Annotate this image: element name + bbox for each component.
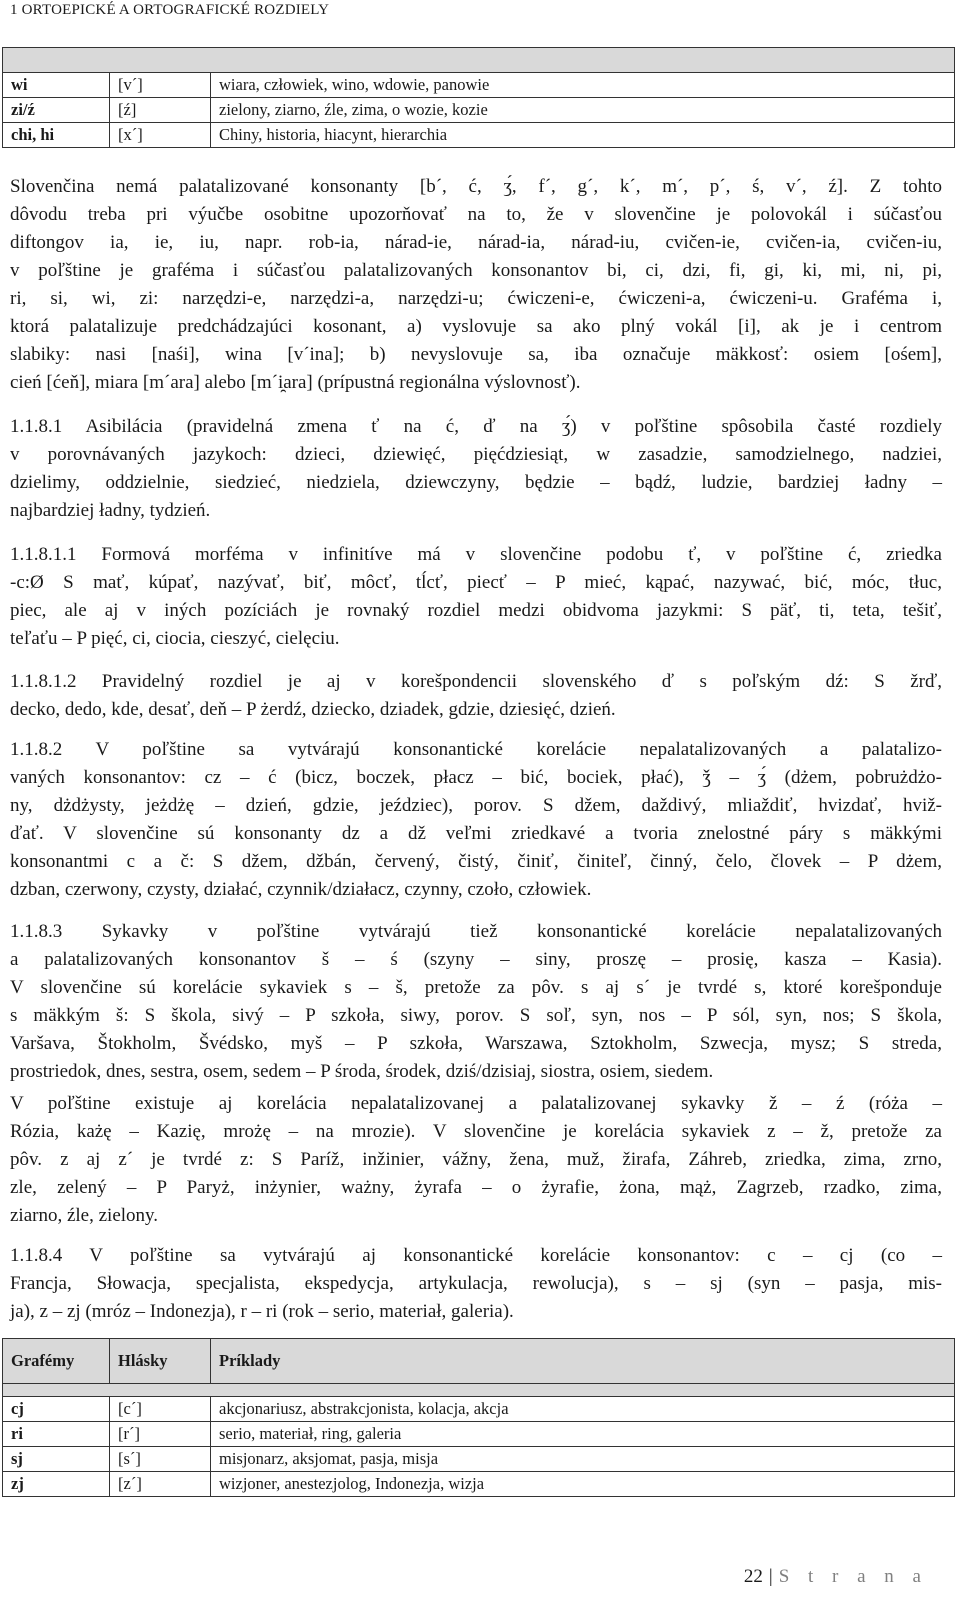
paragraph-1-1-8-4 (10, 1242, 942, 1326)
text-line: V slovenčine sú korelácie sykaviek s – š, pretože za pôv. s aj s´ je tvrdé s, ktoré korešponduje (10, 977, 942, 998)
paragraph-1-1-8-3 (10, 918, 942, 1086)
paragraph-voiced-sibilants (10, 1090, 942, 1230)
text-line: ja), z – zj (mróz – Indonezja), r – ri (rok – serio, materiał, galeria). (10, 1301, 514, 1322)
text-line: -c:Ø S mať, kúpať, nazývať, biť, môcť, tĺcť, piecť – P mieć, kąpać, nazywać, bić, móc, tłuc, (10, 572, 942, 593)
text-line: Francja, Słowacja, specjalista, ekspedycja, artykulacja, rewolucja), s – sj (syn – pasja, mis- (10, 1273, 942, 1294)
text-line: prostriedok, dnes, sestra, osem, sedem – P środa, środek, dziś/dzisiaj, siostra, osiem, siedem. (10, 1061, 714, 1082)
text-line: ďať. V slovenčine sú konsonanty dz a dž veľmi zriedkavé a tvoria znelostné páry s mäkkými (10, 823, 942, 844)
text-line: Slovenčina nemá palatalizované konsonanty [b´, ć, ʒ́, f´, g´, k´, m´, p´, ś, v´, ź]. Z tohto (10, 176, 942, 197)
text-line: dzban, czerwony, czysty, działać, czynnik/działacz, czynny, czoło, człowiek. (10, 879, 592, 900)
table-header-row: Grafémy Hlásky Príklady (3, 1339, 955, 1384)
paragraph-1-1-8-1-2 (10, 668, 942, 724)
text-line: zle, zelený – P Paryż, inżynier, ważny, żyrafa – o żyrafie, żona, mąż, Zagrzeb, rzadko, zima, (10, 1177, 942, 1198)
text-line: 1.1.8.1.1 Formová morféma v infinitíve má v slovenčine podobu ť, v poľštine ć, zriedka (10, 544, 942, 565)
text-line: diftongov ia, ie, iu, napr. rob-ia, nárad-ie, nárad-ia, nárad-iu, cvičen-ie, cvičen-ia, cvičen-iu, (10, 232, 942, 253)
text-line: 1.1.8.3 Sykavky v poľštine vytvárajú tiež konsonantické korelácie nepalatalizovaných (10, 921, 942, 942)
text-line: 1.1.8.1.2 Pravidelný rozdiel je aj v korešpondencii slovenského ď s poľským dź: S žrď, (10, 671, 942, 692)
text-line: vaných konsonantov: cz – ć (bicz, boczek, płacz – bić, bociek, płać), ǯ – ʒ́ (dżem, pobrużdżo- (10, 767, 942, 788)
text-line: piec, ale aj v iných pozíciách je rovnaký rozdiel medzi obidvoma jazykmi: S päť, ti, teta, tešiť, (10, 600, 942, 621)
text-line: ri, si, wi, zi: narzędzi-e, narzędzi-a, narzędzi-u; ćwiczeni-e, ćwiczeni-a, ćwiczeni-u. Graféma i, (10, 288, 942, 309)
text-line: 1.1.8.4 V poľštine sa vytvárajú aj konsonantické korelácie konsonantov: c – cj (co – (10, 1245, 942, 1266)
text-line: V poľštine existuje aj korelácia nepalatalizovanej a palatalizovanej sykavky ž – ź (róża – (10, 1093, 942, 1114)
table-row: wi [v´] wiara, człowiek, wino, wdowie, panowie (3, 73, 955, 98)
text-line: cień [ćeň], miara [m´ara] alebo [m´i̯ara] (prípustná regionálna výslovnosť). (10, 372, 581, 393)
running-header: 1 ORTOEPICKÉ A ORTOGRAFICKÉ ROZDIELY (10, 2, 330, 18)
table-row: cj [c´] akcjonariusz, abstrakcjonista, kolacja, akcja (3, 1397, 955, 1422)
table-row: sj [s´] misjonarz, aksjomat, pasja, misja (3, 1447, 955, 1472)
text-line: v poľštine je grafémа i súčasťou palatalizovaných konsonantov bi, ci, dzi, fi, gi, ki, mi, ni, pi, (10, 260, 942, 281)
paragraph-1-1-8-2 (10, 736, 942, 904)
text-line: a palatalizovaných konsonantov š – ś (szyny – siny, proszę – prosię, kasza – Kasia). (10, 949, 942, 970)
page-footer (744, 1566, 928, 1588)
text-line: ny, dżdżysty, jeżdżę – dzień, gdzie, jeździec), porov. S džem, daždivý, mliaždiť, hvizdať, hviž- (10, 795, 942, 816)
table-row: ri [r´] serio, materiał, ring, galeria (3, 1422, 955, 1447)
grapheme-table-2 (2, 1338, 955, 1497)
text-line: ziarno, źle, zielony. (10, 1205, 159, 1226)
page-number: 22 (743, 1566, 763, 1587)
text-line: 1.1.8.2 V poľštine sa vytvárajú konsonantické korelácie nepalatalizovaných a palatalizo- (10, 739, 942, 760)
text-line: teľaťu – P pięć, ci, ciocia, cieszyć, cielęciu. (10, 628, 340, 649)
text-line: s mäkkým š: S škola, sivý – P szkoła, siwy, porov. S soľ, syn, nos – P sól, syn, nos; S škola, (10, 1005, 942, 1026)
grapheme-table-1 (2, 47, 955, 148)
text-line: pôv. z aj z´ je tvrdé z: S Paríž, inžinier, vážny, žena, muž, žirafa, Záhreb, zriedka, zima, zrno, (10, 1149, 942, 1170)
table-row: chi, hi [x´] Chiny, historia, hiacynt, hierarchia (3, 123, 955, 148)
text-line: dôvodu treba pri výučbe osobitne upozorňovať na to, že v slovenčine je polovokál i súčasťou (10, 204, 942, 225)
text-line: ktorá palatalizuje predchádzajúci kosonant, a) vyslovuje sa ako plný vokál [i], ak je i centrom (10, 316, 942, 337)
paragraph-palatalization (10, 173, 942, 397)
text-line: konsonantmi c a č: S džem, džbán, červený, čistý, činiť, činiteľ, činný, čelo, človek – P dżem, (10, 851, 942, 872)
text-line: najbardziej ładny, tydzień. (10, 500, 211, 521)
text-line: Varšava, Štokholm, Švédsko, myš – P szkoła, Warszawa, Sztokholm, Szwecja, mysz; S streda, (10, 1033, 942, 1054)
text-line: slabiky: nasi [naśi], wina [v´ina]; b) nevyslovuje sa, iba označuje mäkkosť: osiem [ośem], (10, 344, 942, 365)
text-line: 1.1.8.1 Asibilácia (pravidelná zmena ť na ć, ď na ʒ́) v poľštine spôsobila časté rozdiely (10, 416, 942, 437)
text-line: decko, dedo, kde, desať, deň – P żerdź, dziecko, dziadek, gdzie, dziesięć, dzień. (10, 699, 616, 720)
table-row: zj [z´] wizjoner, anestezjolog, Indonezja, wizja (3, 1472, 955, 1497)
paragraph-1-1-8-1-1 (10, 541, 942, 653)
text-line: Rózia, każę – Kazię, mrożę – na mrozie). V slovenčine je korelácia sykaviek z – ž, pretože za (10, 1121, 942, 1142)
table-row: zi/ź [ź] zielony, ziarno, źle, zima, o wozie, kozie (3, 98, 955, 123)
paragraph-1-1-8-1 (10, 413, 942, 525)
text-line: dzielimy, oddzielnie, siedzieć, niedziela, dziewczyny, będzie – bądź, ludzie, bardziej ładny – (10, 472, 942, 493)
text-line: v porovnávaných jazykoch: dzieci, dziewięć, pięćdziesiąt, w zasadzie, samodzielnego, nadziei, (10, 444, 942, 465)
page-label: S t r a n a (778, 1566, 928, 1587)
footer-separator: | (768, 1566, 773, 1587)
